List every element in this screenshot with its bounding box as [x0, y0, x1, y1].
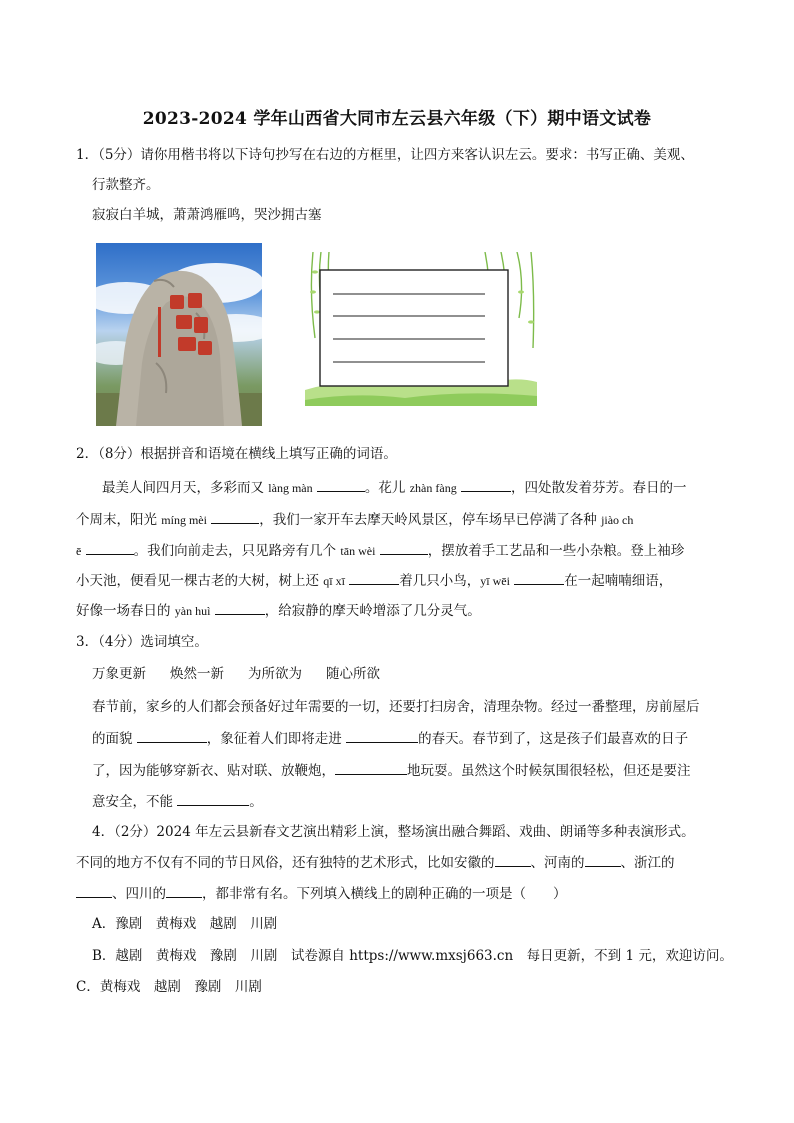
pinyin-hint: zhàn fàng: [409, 481, 457, 495]
pinyin-hint: míng mèi: [161, 513, 207, 527]
pinyin-hint: tān wèi: [340, 544, 376, 558]
q4-text-line1: 4．（2分）2024 年左云县新春文艺演出精彩上演，整场演出融合舞蹈、戏曲、朗诵等多种表演形式。: [92, 824, 695, 840]
page-title: 2023-2024 学年山西省大同市左云县六年级（下）期中语文试卷: [142, 109, 652, 129]
answer-blank[interactable]: [76, 883, 112, 898]
answer-blank[interactable]: [177, 791, 249, 806]
q4-option-b[interactable]: B．越剧 黄梅戏 豫剧 川剧 试卷源自 https://www.mxsj663.cn 每日更新，不到 1 元，欢迎访问。: [92, 948, 733, 964]
q4-option-a[interactable]: A．豫剧 黄梅戏 越剧 川剧: [92, 916, 278, 932]
answer-blank[interactable]: [514, 570, 564, 585]
q3-text: 地玩耍。虽然这个时候氛围很轻松，但还是要注: [407, 763, 691, 779]
answer-blank[interactable]: [166, 883, 202, 898]
answer-blank[interactable]: [346, 728, 418, 743]
q2-text: 。我们向前走去，只见路旁有几个: [133, 543, 341, 559]
q2-text: 在一起喃喃细语，: [564, 573, 673, 589]
q4-text: 、河南的: [530, 855, 585, 871]
q3-heading: 3．（4分）选词填空。: [76, 634, 208, 650]
q3-text: 了，因为能够穿新衣、贴对联、放鞭炮，: [92, 763, 335, 779]
willow-frame-illustration: [305, 252, 537, 406]
q2-heading: 2．（8分）根据拼音和语境在横线上填写正确的词语。: [76, 446, 397, 462]
answer-blank[interactable]: [585, 852, 621, 867]
q3-text: 。: [249, 794, 263, 810]
q2-text: 小天池，便看见一棵古老的大树，树上还: [76, 573, 324, 589]
q3-text-line4: [92, 791, 263, 812]
q2-text: 着几只小鸟，: [399, 573, 481, 589]
answer-blank[interactable]: [349, 570, 399, 585]
q1-prompt-line2: 行款整齐。: [92, 177, 160, 193]
pinyin-hint: jiào ch: [601, 513, 634, 527]
copy-writing-frame: [305, 252, 537, 406]
pinyin-hint: ē: [76, 544, 82, 558]
q4-text: 、四川的: [112, 886, 166, 902]
q1-poem: 寂寂白羊城，萧萧鸿雁鸣，哭沙拥古塞: [92, 207, 322, 223]
q2-text: ，摆放着手工艺品和一些小杂粮。登上袖珍: [427, 543, 685, 559]
q3-text-line3: [92, 760, 691, 781]
q2-text: 个周末，阳光: [76, 512, 162, 528]
q2-text: 好像一场春日的: [76, 603, 175, 619]
q2-text: 最美人间四月天，多彩而又: [102, 480, 269, 496]
answer-blank[interactable]: [137, 728, 207, 743]
q3-text-line2: [92, 728, 688, 749]
q2-text: ，四处散发着芬芳。春日的一: [511, 480, 687, 496]
q2-text-line1: [102, 477, 687, 498]
q4-text-line3: [76, 883, 567, 904]
writing-box: [320, 270, 508, 386]
answer-blank[interactable]: [335, 760, 407, 775]
stone-monument-photo: [96, 243, 262, 426]
word-option: 万象更新: [92, 666, 146, 682]
answer-blank[interactable]: [215, 600, 265, 615]
q3-text-line1: 春节前，家乡的人们都会预备好过年需要的一切，还要打扫房舍，清理杂物。经过一番整理，房前屋后: [92, 699, 700, 715]
word-option: 焕然一新: [170, 666, 224, 682]
q2-text: ，我们一家开车去摩天岭风景区，停车场早已停满了各种: [259, 512, 602, 528]
stone-monument-illustration: [96, 243, 262, 426]
q2-text: ，给寂静的摩天岭增添了几分灵气。: [264, 603, 481, 619]
q2-text-line2: [76, 509, 633, 530]
pinyin-hint: làng màn: [268, 481, 313, 495]
q3-text: 的春天。春节到了，这是孩子们最喜欢的日子: [418, 731, 689, 747]
q4-text: ，都非常有名。下列填入横线上的剧种正确的一项是（ ）: [202, 886, 567, 902]
answer-blank[interactable]: [86, 540, 134, 555]
q4-text-line2: [76, 852, 675, 873]
q3-text: ，象征着人们即将走进: [206, 731, 347, 747]
q3-text: 意安全，不能: [92, 794, 178, 810]
word-option: 为所欲为: [248, 666, 302, 682]
answer-blank[interactable]: [380, 540, 428, 555]
answer-blank[interactable]: [211, 509, 259, 524]
q2-text: 。花儿: [364, 480, 410, 496]
q4-text: 、浙江的: [620, 855, 675, 871]
q2-text-line3: [76, 540, 684, 561]
pinyin-hint: yī wēi: [480, 574, 510, 588]
q4-text: 不同的地方不仅有不同的节日风俗，还有独特的艺术形式，比如安徽的: [76, 855, 495, 871]
answer-blank[interactable]: [495, 852, 531, 867]
pinyin-hint: yàn huì: [174, 604, 211, 618]
q3-word-options: [92, 664, 380, 684]
word-option: 随心所欲: [326, 666, 380, 682]
q3-text: 的面貌: [92, 731, 137, 747]
answer-blank[interactable]: [317, 477, 365, 492]
answer-blank[interactable]: [461, 477, 511, 492]
q2-text-line4: [76, 570, 672, 591]
q2-text-line5: [76, 600, 481, 621]
pinyin-hint: qī xī: [323, 574, 345, 588]
q1-prompt-line1: 1．（5分）请你用楷书将以下诗句抄写在右边的方框里，让四方来客认识左云。要求：书写正确、美观、: [76, 147, 694, 163]
q4-option-c[interactable]: C．黄梅戏 越剧 豫剧 川剧: [76, 979, 262, 995]
